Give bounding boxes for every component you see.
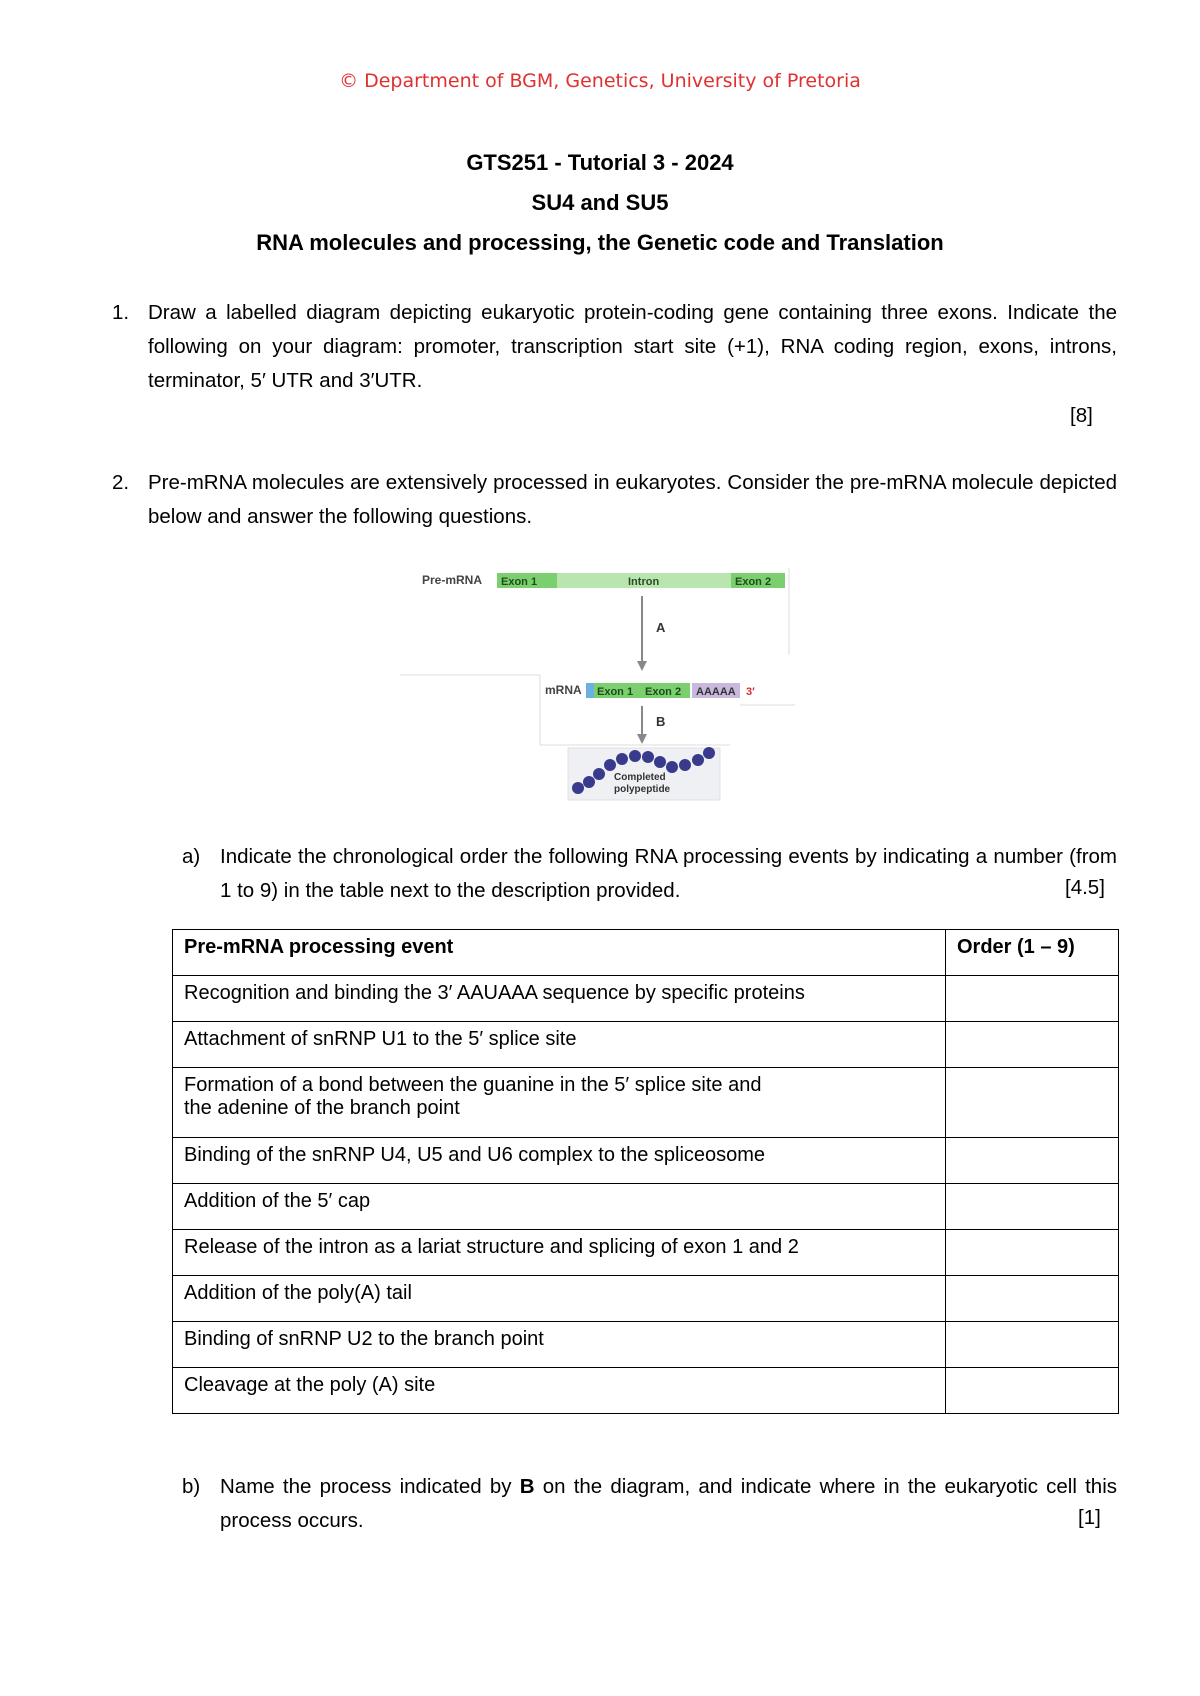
- event-cell: Recognition and binding the 3′ AAUAAA sequence by specific proteins: [173, 976, 946, 1022]
- question-2a-marks: [4.5]: [1065, 876, 1105, 899]
- mrna-label: mRNA: [545, 683, 582, 697]
- mrna-cap: [586, 683, 594, 698]
- question-1: [112, 296, 1117, 398]
- question-2a: [182, 840, 1117, 908]
- question-2-text: Pre-mRNA molecules are extensively processed in eukaryotes. Consider the pre-mRNA molecule depicted below and answer the following questions.: [148, 471, 1117, 528]
- mrna-polya-label: AAAAA: [696, 686, 736, 698]
- question-1-number: 1.: [112, 301, 130, 324]
- mrna-exon2-label: Exon 2: [645, 686, 682, 698]
- question-2b-text-before: Name the process indicated by: [220, 1475, 520, 1498]
- order-cell[interactable]: [946, 1022, 1119, 1068]
- question-2a-label: a): [182, 845, 201, 868]
- document-topic: RNA molecules and processing, the Genetic code and Translation: [256, 230, 944, 255]
- question-2b-bold-letter: B: [519, 1475, 535, 1498]
- table-row: [173, 1276, 1119, 1322]
- table-header-event: Pre-mRNA processing event: [173, 930, 946, 976]
- question-1-text: Draw a labelled diagram depicting eukaryotic protein-coding gene containing three exons. Indicate the following on your diagram: promoter, transcription start site (+1), RNA coding region, exons, introns, terminator, 5′ UTR and 3′UTR.: [148, 301, 1117, 392]
- table-row: [173, 1138, 1119, 1184]
- event-cell: [173, 1068, 946, 1138]
- table-row: [173, 1368, 1119, 1414]
- premrna-exon1-label: Exon 1: [501, 576, 538, 588]
- question-2b-text-after: on the diagram, and indicate where in the eukaryotic cell this process occurs.: [220, 1475, 1118, 1532]
- premrna-intron-label: Intron: [628, 576, 660, 588]
- polypeptide-label-line2: polypeptide: [614, 784, 671, 795]
- table-row: [173, 1022, 1119, 1068]
- order-cell[interactable]: [946, 1138, 1119, 1184]
- table-row: [173, 1068, 1119, 1138]
- question-2b: [182, 1470, 1117, 1538]
- order-cell[interactable]: [946, 1068, 1119, 1138]
- question-2b-marks: [1]: [1078, 1506, 1101, 1529]
- arrow-a-label: A: [656, 620, 666, 635]
- processing-events-table: [172, 929, 1119, 1414]
- event-cell: Binding of the snRNP U4, U5 and U6 complex to the spliceosome: [173, 1138, 946, 1184]
- order-cell[interactable]: [946, 976, 1119, 1022]
- table-row: [173, 1322, 1119, 1368]
- table-header-order: Order (1 – 9): [946, 930, 1119, 976]
- event-cell: Binding of snRNP U2 to the branch point: [173, 1322, 946, 1368]
- mrna-exon1-label: Exon 1: [597, 686, 634, 698]
- order-cell[interactable]: [946, 1322, 1119, 1368]
- event-cell-line2: the adenine of the branch point: [184, 1097, 460, 1119]
- table-header-row: [173, 930, 1119, 976]
- question-2: [112, 466, 1117, 534]
- question-2b-label: b): [182, 1475, 201, 1498]
- order-cell[interactable]: [946, 1184, 1119, 1230]
- event-cell: Release of the intron as a lariat structure and splicing of exon 1 and 2: [173, 1230, 946, 1276]
- premrna-exon2-label: Exon 2: [735, 576, 772, 588]
- event-cell-line1: Formation of a bond between the guanine in the 5′ splice site and: [184, 1074, 762, 1096]
- premrna-label: Pre-mRNA: [422, 573, 483, 587]
- table-row: [173, 1230, 1119, 1276]
- order-cell[interactable]: [946, 1230, 1119, 1276]
- event-cell: Addition of the poly(A) tail: [173, 1276, 946, 1322]
- rna-processing-diagram: [400, 560, 810, 810]
- order-cell[interactable]: [946, 1368, 1119, 1414]
- table-row: [173, 1184, 1119, 1230]
- order-cell[interactable]: [946, 1276, 1119, 1322]
- document-subtitle: SU4 and SU5: [531, 190, 669, 215]
- arrow-b-label: B: [656, 714, 666, 729]
- question-2a-text: Indicate the chronological order the following RNA processing events by indicating a number (from 1 to 9) in the table next to the description provided.: [220, 845, 1117, 902]
- question-1-marks: [8]: [1070, 404, 1093, 427]
- question-2-number: 2.: [112, 471, 130, 494]
- polypeptide-label-line1: Completed: [614, 772, 666, 783]
- event-cell: Addition of the 5′ cap: [173, 1184, 946, 1230]
- copyright-notice: © Department of BGM, Genetics, University of Pretoria: [339, 70, 861, 92]
- table-row: [173, 976, 1119, 1022]
- event-cell: Attachment of snRNP U1 to the 5′ splice site: [173, 1022, 946, 1068]
- document-title: GTS251 - Tutorial 3 - 2024: [466, 150, 734, 175]
- mrna-three-prime-label: 3′: [746, 686, 755, 698]
- question-2b-text: [220, 1470, 1117, 1538]
- event-cell: Cleavage at the poly (A) site: [173, 1368, 946, 1414]
